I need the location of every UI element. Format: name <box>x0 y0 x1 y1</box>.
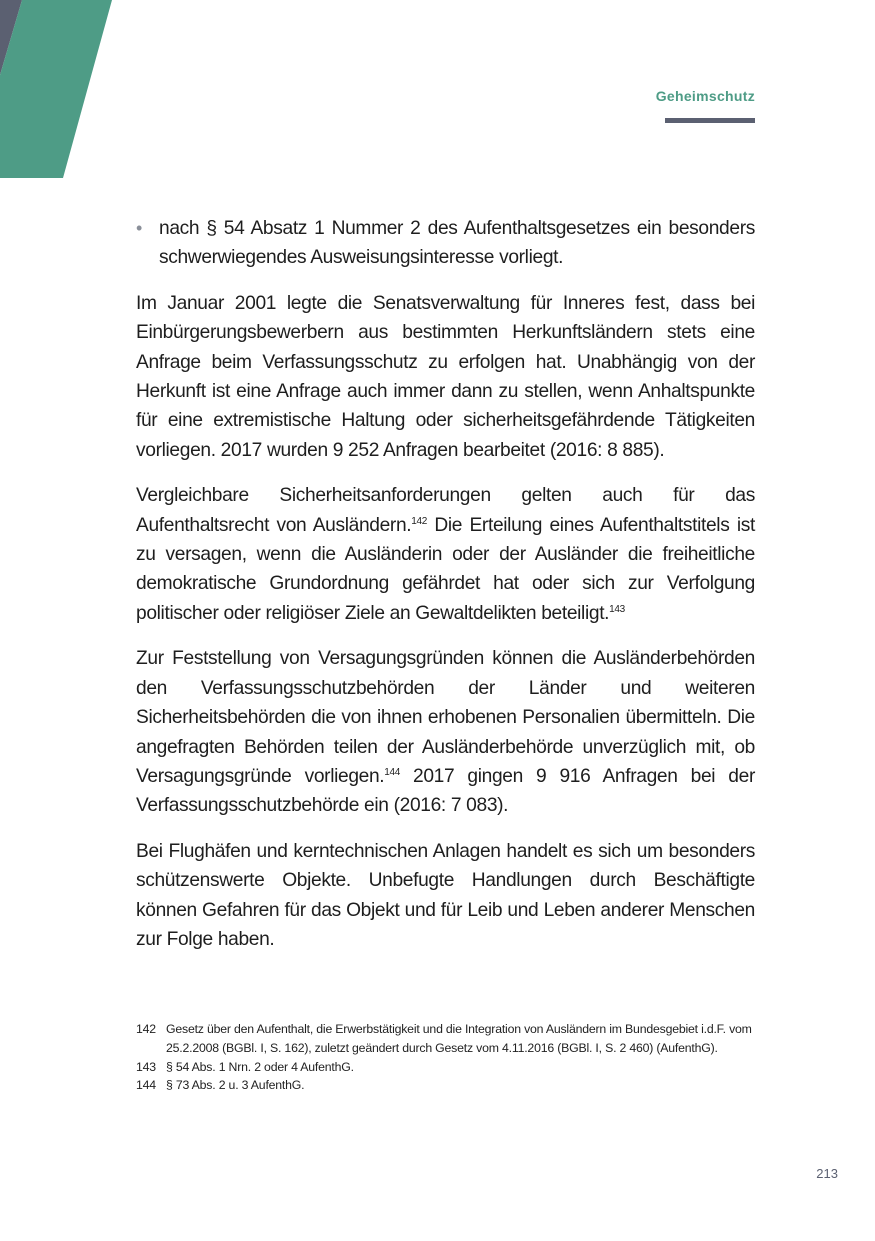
footnote-ref-143[interactable]: 143 <box>609 603 625 615</box>
paragraph-text: Im Januar 2001 legte die Senatsverwaltung für Inneres fest, dass bei Einbürgerungsbewerbern aus bestimmten Herkunftsländern stets eine Anfrage beim Verfassungsschutz zu erfolgen hat. Unabhängig von der Herkunft ist eine Anfrage auch immer dann zu stellen, wenn Anhaltspunkte für eine extremistische Haltung oder sicherheitsgefährdende Tätigkeiten vorliegen. 2017 wurden 9 252 Anfragen bearbeitet (2016: 8 885). <box>136 292 755 461</box>
teal-stripe-shape <box>0 0 112 178</box>
footnotes <box>136 1020 755 1095</box>
paragraph-text: Zur Feststellung von Versagungsgründen können die Ausländerbehörden den Verfassungsschutzbehörden der Länder und weiteren Sicherheitsbehörden die von ihnen erhobenen Personalien übermitteln. Die angefragten Behörden teilen der Ausländerbehörde unverzüglich mit, ob Versagungsgründe vorliegen. <box>136 648 755 787</box>
footnote-number: 142 <box>136 1022 156 1036</box>
paragraph-text: Die Erteilung eines Aufenthaltstitels ist zu versagen, wenn die Ausländerin oder der Ausländer die freiheitliche demokratische Grundordnung gefährdet hat oder sich zur Verfolgung politischer oder religiöser Ziele an Gewaltdelikten beteiligt. <box>136 514 755 624</box>
page-number: 213 <box>816 1166 838 1181</box>
bullet-dot-icon: • <box>136 218 142 238</box>
footnote-number: 143 <box>136 1059 156 1074</box>
paragraph-einbuergerung <box>136 289 755 465</box>
footnote-143 <box>136 1058 755 1077</box>
corner-decoration <box>0 0 120 180</box>
paragraph-aufenthaltsrecht <box>136 481 755 628</box>
footnote-number: 144 <box>136 1078 156 1093</box>
footnote-text: Gesetz über den Aufenthalt, die Erwerbstätigkeit und die Integration von Ausländern im Bundesgebiet i.d.F. vom 25.2.2008 (BGBl. I, S. 162), zuletzt geändert durch Gesetz vom 4.11.2016 (BGBl. I, S. 2 460) (AufenthG). <box>166 1022 752 1055</box>
paragraph-flughaefen <box>136 837 755 955</box>
footnote-text: § 73 Abs. 2 u. 3 AufenthG. <box>166 1078 305 1093</box>
paragraph-text: Bei Flughäfen und kerntechnischen Anlagen handelt es sich um besonders schützenswerte Objekte. Unbefugte Handlungen durch Beschäftigte können Gefahren für das Objekt und für Leib und Leben anderer Menschen zur Folge haben. <box>136 840 755 950</box>
footnote-ref-142[interactable]: 142 <box>411 515 427 527</box>
footnote-144 <box>136 1076 755 1095</box>
footnote-ref-144[interactable]: 144 <box>384 766 400 778</box>
paragraph-versagungsgruende <box>136 644 755 820</box>
body-text <box>136 214 755 970</box>
footnote-142 <box>136 1020 755 1058</box>
bullet-item <box>136 214 755 273</box>
running-header-title: Geheimschutz <box>655 88 755 104</box>
bullet-text: nach § 54 Absatz 1 Nummer 2 des Aufenthaltsgesetzes ein besonders schwerwiegendes Ausweisungsinteresse vorliegt. <box>159 218 755 269</box>
footnote-text: § 54 Abs. 1 Nrn. 2 oder 4 AufenthG. <box>166 1059 354 1074</box>
paragraph-text: 2017 gingen 9 916 Anfragen bei der Verfassungsschutzbehörde ein (2016: 7 083). <box>136 765 755 817</box>
header-rule <box>665 118 755 123</box>
paragraph-text: Vergleichbare Sicherheitsanforderungen gelten auch für das Aufenthaltsrecht von Ausländern. <box>136 485 755 536</box>
